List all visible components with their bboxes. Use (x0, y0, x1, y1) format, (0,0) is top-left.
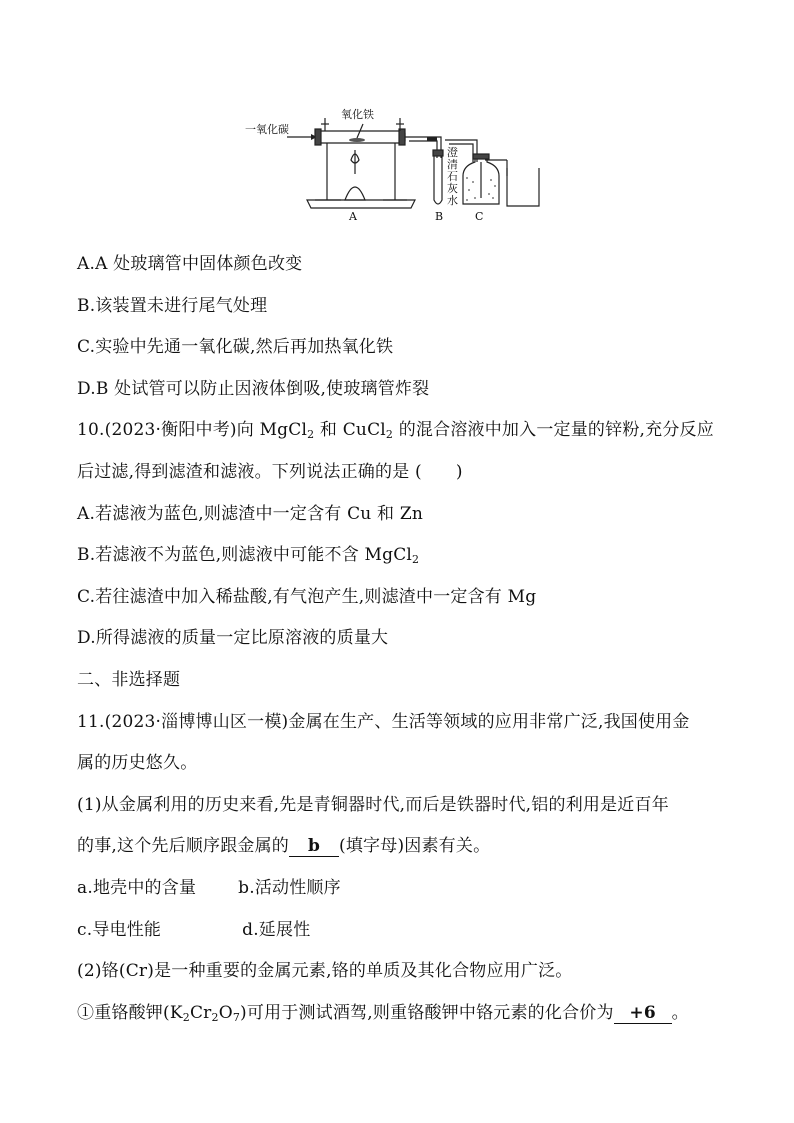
answer-blank-1[interactable]: b (289, 836, 339, 857)
q10-option-b: B.若滤液不为蓝色,则滤液中可能不含 MgCl$_2$ (77, 545, 420, 566)
q9-option-c: C.实验中先通一氧化碳,然后再加热氧化铁 (77, 337, 394, 357)
q11-option-d: d.延展性 (242, 920, 311, 940)
q11-option-a: a.地壳中的含量 (77, 878, 197, 898)
q9-option-a: A.A 处玻璃管中固体颜色改变 (77, 254, 303, 274)
q10-stem-line1: 10.(2023·衡阳中考)向 MgCl$_2$ 和 CuCl$_2$ 的混合溶液中加入一定量的锌粉,充分反应 (77, 420, 714, 441)
q11-part2-1: ①重铬酸钾$(K_2Cr_2O_7)$可用于测试酒驾,则重铬酸钾中铬元素的化合价为 +6 。 (77, 1003, 689, 1024)
q11-stem-line1: 11.(2023·淄博博山区一模)金属在生产、生活等领域的应用非常广泛,我国使用金 (77, 712, 690, 732)
q11-stem-line2: 属的历史悠久。 (77, 753, 198, 773)
limewater-char-2: 清 (447, 158, 458, 171)
q10-option-a: A.若滤液为蓝色,则滤渣中一定含有 Cu 和 Zn (77, 504, 424, 524)
label-b: B (435, 210, 444, 222)
q11-part1-line2: 的事,这个先后顺序跟金属的 b (填字母)因素有关。 (77, 836, 491, 856)
limewater-char-5: 水 (447, 194, 458, 207)
q10-option-c: C.若往滤渣中加入稀盐酸,有气泡产生,则滤渣中一定含有 Mg (77, 587, 537, 607)
limewater-char-1: 澄 (447, 146, 458, 159)
q11-option-c: c.导电性能 (77, 920, 162, 940)
q10-option-d: D.所得滤液的质量一定比原溶液的质量大 (77, 628, 389, 648)
limewater-char-3: 石 (447, 170, 458, 183)
q11-part2: (2)铬(Cr)是一种重要的金属元素,铬的单质及其化合物应用广泛。 (77, 961, 573, 981)
q9-option-b: B.该装置未进行尾气处理 (77, 296, 268, 316)
label-c: C (475, 210, 484, 222)
co-label: 一氧化碳 (245, 123, 289, 136)
q11-part1-line1: (1)从金属利用的历史来看,先是青铜器时代,而后是铁器时代,铝的利用是近百年 (77, 795, 669, 815)
q11-options-row1 (77, 876, 341, 900)
section-title: 二、非选择题 (77, 670, 181, 690)
apparatus-diagram (245, 100, 545, 222)
fe2o3-label: 氧化铁 (341, 108, 374, 121)
q10-stem-line2: 后过滤,得到滤渣和滤液。下列说法正确的是 ( ) (77, 462, 463, 482)
q11-option-b: b.活动性顺序 (238, 878, 341, 898)
limewater-char-4: 灰 (447, 182, 458, 195)
answer-blank-2[interactable]: +6 (614, 1003, 672, 1024)
q11-options-row2 (77, 918, 310, 942)
label-a: A (349, 210, 357, 222)
q9-option-d: D.B 处试管可以防止因液体倒吸,使玻璃管炸裂 (77, 379, 430, 399)
